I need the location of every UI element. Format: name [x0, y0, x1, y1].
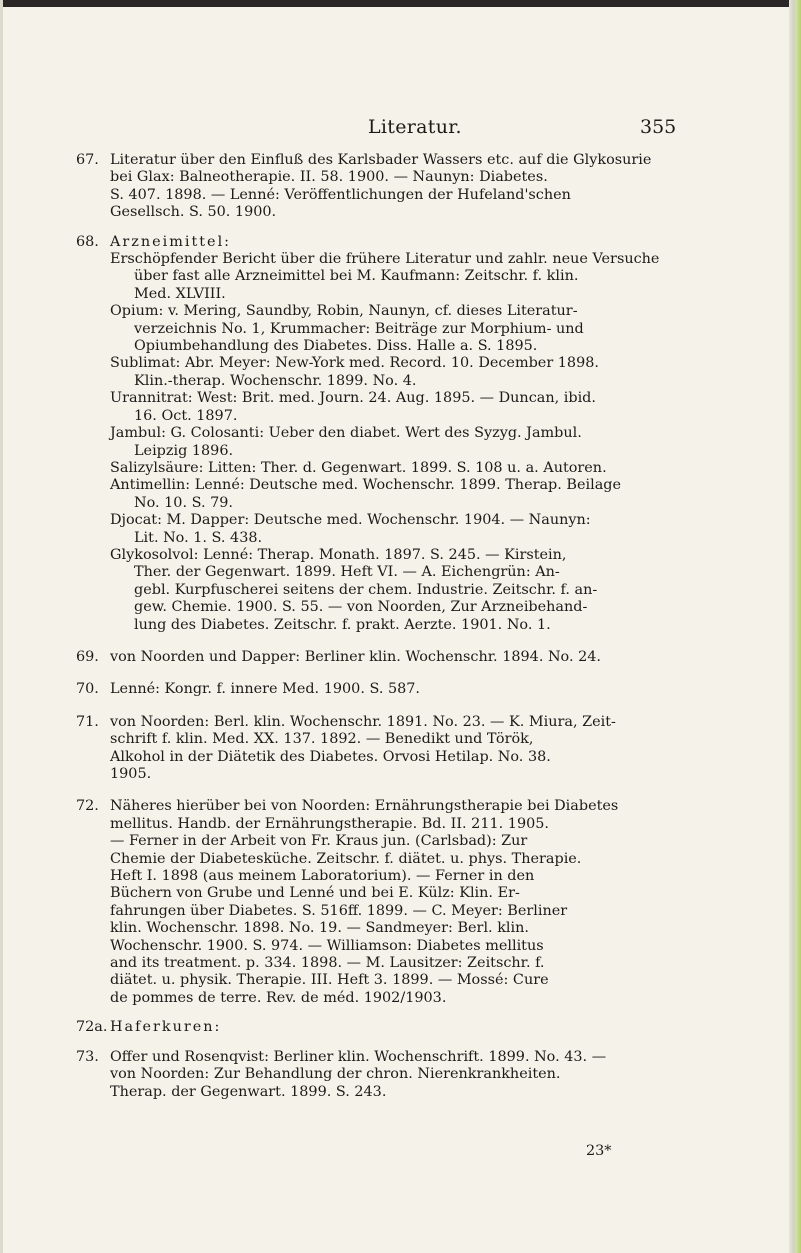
- entry-line: schrift f. klin. Med. XX. 137. 1892. — Benedikt und Török,: [110, 731, 534, 748]
- entry-line: bei Glax: Balneotherapie. II. 58. 1900. — Naunyn: Diabetes.: [110, 169, 548, 186]
- scan-left-edge: [0, 0, 3, 1253]
- bib-entry-73: [76, 1049, 776, 1101]
- entry-line: S. 407. 1898. — Lenné: Veröffentlichungen der Hufeland'schen: [110, 186, 571, 203]
- entry-line: klin. Wochenschr. 1898. No. 19. — Sandmeyer: Berl. klin.: [110, 920, 529, 937]
- entry-line: gew. Chemie. 1900. S. 55. — von Noorden, Zur Arzneibehand-: [134, 599, 588, 616]
- sheet-signature: 23*: [586, 1143, 612, 1159]
- sub-entry-overview: [110, 251, 776, 303]
- entry-line: Klin.-therap. Wochenschr. 1899. No. 4.: [134, 372, 417, 389]
- entry-line: Opiumbehandlung des Diabetes. Diss. Halle a. S. 1895.: [134, 338, 538, 355]
- entry-line: Antimellin: Lenné: Deutsche med. Wochenschr. 1899. Therap. Beilage: [110, 477, 622, 494]
- bib-entry-72: [76, 798, 776, 1007]
- entry-line: Lenné: Kongr. f. innere Med. 1900. S. 587.: [110, 681, 421, 698]
- entry-line: Glykosolvol: Lenné: Therap. Monath. 1897. S. 245. — Kirstein,: [110, 546, 567, 563]
- entry-line: fahrungen über Diabetes. S. 516ff. 1899. — C. Meyer: Berliner: [110, 902, 568, 919]
- entry-line: Literatur über den Einfluß des Karlsbader Wassers etc. auf die Glykosurie: [110, 152, 652, 168]
- entry-line: Ther. der Gegenwart. 1899. Heft VI. — A. Eichengrün: An-: [134, 564, 560, 581]
- sub-entry-glykosolvol: [110, 547, 776, 634]
- entry-line: Offer und Rosenqvist: Berliner klin. Wochenschrift. 1899. No. 43. —: [110, 1048, 607, 1065]
- entry-line: Erschöpfender Bericht über die frühere Literatur und zahlr. neue Versuche: [110, 251, 660, 268]
- bib-entry-72a: [76, 1019, 776, 1036]
- entry-line: Chemie der Diabetesküche. Zeitschr. f. diätet. u. phys. Therapie.: [110, 850, 582, 867]
- sub-entry-urannitrat: [110, 390, 776, 425]
- bib-entry-67: [76, 152, 776, 222]
- entry-line: Leipzig 1896.: [134, 442, 234, 459]
- entry-number: 71.: [76, 713, 99, 730]
- entry-line: von Noorden und Dapper: Berliner klin. Wochenschr. 1894. No. 24.: [110, 648, 602, 665]
- bib-entry-69: [76, 649, 776, 666]
- entry-number: 67.: [76, 152, 99, 168]
- entry-line: über fast alle Arzneimittel bei M. Kaufmann: Zeitschr. f. klin.: [134, 268, 579, 285]
- entry-line: gebl. Kurpfuscherei seitens der chem. Industrie. Zeitschr. f. an-: [134, 581, 598, 598]
- sub-entry-salizylsaeure: [110, 460, 776, 477]
- entry-line: Näheres hierüber bei von Noorden: Ernährungstherapie bei Diabetes: [110, 798, 619, 815]
- entry-line: — Ferner in der Arbeit von Fr. Kraus jun. (Carlsbad): Zur: [110, 833, 528, 850]
- entry-number: 70.: [76, 681, 99, 698]
- entry-number: 73.: [76, 1048, 99, 1065]
- entry-line: Gesellsch. S. 50. 1900.: [110, 204, 277, 221]
- entry-number: 69.: [76, 648, 99, 665]
- entry-line: Lit. No. 1. S. 438.: [134, 529, 263, 546]
- entry-line: von Noorden: Berl. klin. Wochenschr. 1891. No. 23. — K. Miura, Zeit-: [110, 713, 616, 730]
- bibliography-list: [76, 152, 776, 1101]
- entry-line: lung des Diabetes. Zeitschr. f. prakt. Aerzte. 1901. No. 1.: [134, 616, 551, 633]
- sub-entry-sublimat: [110, 355, 776, 390]
- entry-line: mellitus. Handb. der Ernährungstherapie. Bd. II. 211. 1905.: [110, 815, 549, 832]
- scan-top-edge: [0, 0, 801, 7]
- page-header: [0, 116, 801, 146]
- entry-line: No. 10. S. 79.: [134, 494, 233, 511]
- section-heading: Haferkuren:: [110, 1019, 222, 1036]
- entry-line: Wochenschr. 1900. S. 974. — Williamson: Diabetes mellitus: [110, 937, 544, 954]
- sub-entry-antimellin: [110, 477, 776, 512]
- entry-line: Urannitrat: West: Brit. med. Journ. 24. Aug. 1895. — Duncan, ibid.: [110, 390, 596, 407]
- entry-line: Therap. der Gegenwart. 1899. S. 243.: [110, 1083, 387, 1100]
- running-title: Literatur.: [368, 116, 462, 138]
- sub-entry-jambul: [110, 425, 776, 460]
- section-heading: Arzneimittel:: [110, 233, 232, 250]
- entry-line: and its treatment. p. 334. 1898. — M. Lausitzer: Zeitschr. f.: [110, 955, 545, 972]
- bib-entry-71: [76, 714, 776, 784]
- entry-line: verzeichnis No. 1, Krummacher: Beiträge zur Morphium- und: [134, 320, 584, 337]
- entry-line: Djocat: M. Dapper: Deutsche med. Wochenschr. 1904. — Naunyn:: [110, 512, 591, 529]
- entry-line: diätet. u. physik. Therapie. III. Heft 3. 1899. — Mossé: Cure: [110, 972, 549, 989]
- sub-entry-djocat: [110, 512, 776, 547]
- entry-line: von Noorden: Zur Behandlung der chron. Nierenkrankheiten.: [110, 1066, 561, 1083]
- entry-number: 72.: [76, 798, 99, 815]
- sub-entry-opium: [110, 303, 776, 355]
- entry-line: Salizylsäure: Litten: Ther. d. Gegenwart. 1899. S. 108 u. a. Autoren.: [110, 459, 607, 476]
- bib-entry-68: [76, 234, 776, 634]
- entry-line: Alkohol in der Diätetik des Diabetes. Orvosi Hetilap. No. 38.: [110, 748, 551, 765]
- entry-line: 1905.: [110, 766, 152, 782]
- entry-line: Opium: v. Mering, Saundby, Robin, Naunyn, cf. dieses Literatur-: [110, 303, 578, 320]
- page-number: 355: [640, 116, 677, 138]
- entry-line: Sublimat: Abr. Meyer: New-York med. Record. 10. December 1898.: [110, 355, 599, 372]
- entry-line: Med. XLVIII.: [134, 285, 226, 302]
- bib-entry-70: [76, 681, 776, 698]
- entry-line: Jambul: G. Colosanti: Ueber den diabet. Wert des Syzyg. Jambul.: [110, 425, 582, 442]
- entry-number: 72a.: [76, 1019, 108, 1036]
- entry-line: de pommes de terre. Rev. de méd. 1902/1903.: [110, 989, 447, 1006]
- entry-line: Büchern von Grube und Lenné und bei E. Külz: Klin. Er-: [110, 885, 520, 902]
- scan-right-edge: [789, 0, 801, 1253]
- entry-line: Heft I. 1898 (aus meinem Laboratorium). — Ferner in den: [110, 868, 535, 885]
- entry-line: 16. Oct. 1897.: [134, 407, 238, 424]
- entry-number: 68.: [76, 233, 99, 250]
